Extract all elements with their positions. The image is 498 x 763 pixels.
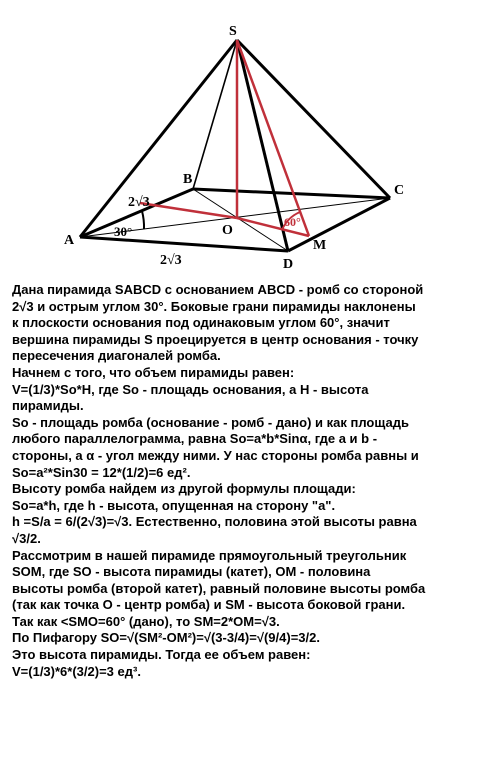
text-line: Начнем с того, что объем пирамиды равен: [12,364,295,380]
angle-m-label: 60° [284,215,301,229]
text-line: к плоскости основания под одинаковым углом 60°, значит [12,315,390,331]
text-line: (так как точка О - центр ромба) и SM - высота боковой грани. [12,597,406,613]
text-line: вершина пирамиды S проецируется в центр основания - точку [12,331,419,347]
text-line: Дана пирамида SABCD с основанием ABCD - ромб со стороной [12,282,424,297]
text-line: Рассмотрим в нашей пирамиде прямоугольный треугольник [12,547,407,563]
solution-text [12,282,492,680]
text-line: пересечения диагоналей ромба. [12,348,221,364]
edge-sb [193,40,237,189]
text-line: h =S/a = 6/(2√3)=√3. Естественно, половина этой высоты равна [12,514,417,530]
text-line: Так как <SMO=60° (дано), то SM=2*OM=√3. [12,613,280,629]
text-line: SOM, где SO - высота пирамиды (катет), OM - половина [12,564,371,580]
vertex-a-label: A [64,233,75,248]
vertex-s-label: S [229,24,237,39]
apothem-sm [237,40,309,236]
angle-a-label: 30° [114,224,133,239]
text-line: любого параллелограмма, равна So=a*b*Sinα, где а и b - [12,431,378,447]
edge-sc [237,40,390,198]
text-line: стороны, а α - угол между ними. У нас стороны ромба равны и [12,447,419,463]
pyramid-figure [0,0,498,280]
text-line: So=a²*Sin30 = 12*(1/2)=6 ед². [12,464,191,480]
vertex-b-label: B [183,172,193,187]
vertex-d-label: D [283,257,294,272]
text-line: высоты ромба (второй катет), равный половине высоты ромба [12,580,426,596]
text-line: So - площадь ромба (основание - ромб - дано) и как площадь [12,414,409,430]
point-m-label: M [313,238,327,253]
angle-a-arc [142,211,144,229]
text-line: Высоту ромба найдем из другой формулы площади: [12,481,356,497]
text-line: По Пифагору SO=√(SM²-OM²)=√(3-3/4)=√(9/4)=3/2. [12,630,320,646]
text-line: V=(1/3)*6*(3/2)=3 ед³. [12,663,141,679]
point-o-label: O [222,223,233,238]
vertex-c-label: C [394,183,405,198]
side-ad-label: 2√3 [160,253,182,268]
edge-sa [80,40,237,237]
edge-cd [288,198,390,251]
text-line: √3/2. [12,530,41,546]
side-ab-label: 2√3 [128,195,150,210]
text-line: Это высота пирамиды. Тогда ее объем равен: [12,647,311,663]
text-line: So=a*h, где h - высота, опущенная на сторону "a". [12,497,336,513]
text-line: пирамиды. [12,398,84,414]
text-line: V=(1/3)*So*H, где So - площадь основания, а H - высота [12,381,369,397]
edge-da [80,237,288,251]
text-line: 2√3 и острым углом 30°. Боковые грани пирамиды наклонены [12,298,416,314]
segment-bo [140,203,237,218]
